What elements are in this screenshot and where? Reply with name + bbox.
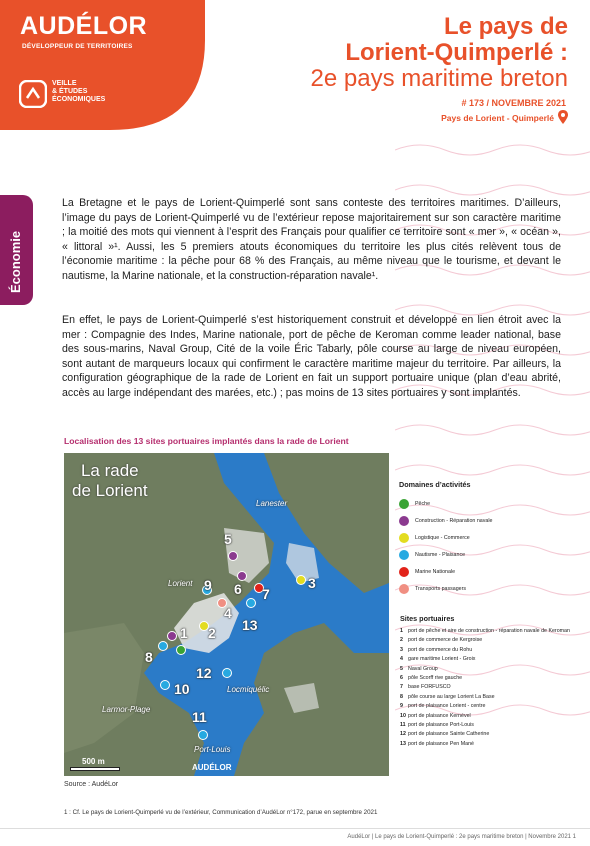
activity-legend (399, 480, 579, 597)
sites-legend (400, 614, 580, 750)
site-item: 1 port de pêche et aire de construction - réparation navale de Keroman (400, 628, 570, 634)
site-marker (246, 598, 256, 608)
footer-divider (0, 828, 590, 829)
title-line: 2e pays maritime breton (310, 65, 568, 92)
map-title-line: de Lorient (72, 481, 148, 500)
section-label (52, 80, 105, 104)
site-marker (176, 645, 186, 655)
figure-title: Localisation des 13 sites portuaires implantés dans la rade de Lorient (64, 436, 349, 446)
site-item: 9 port de plaisance Lorient - centre (400, 703, 486, 710)
site-marker (198, 730, 208, 740)
section-line: & ÉTUDES (52, 88, 88, 95)
issue-number: # 173 / NOVEMBRE 2021 (461, 98, 566, 108)
site-item: 3 port de commerce du Rohu (400, 646, 473, 653)
site-marker (158, 641, 168, 651)
site-marker (296, 575, 306, 585)
legend-title: Domaines d’activités (399, 480, 471, 489)
place-lanester: Lanester (256, 499, 288, 508)
legend-item: Marine Nationale (399, 563, 579, 580)
legend-item: Transports passagers (399, 580, 579, 597)
section-line: VEILLE (52, 80, 77, 87)
place-portlouis: Port-Louis (194, 745, 231, 754)
scale-bar (70, 767, 120, 771)
page-title (311, 14, 568, 92)
figure-source: Source : AudéLor (64, 781, 119, 788)
footnote: 1 : Cf. Le pays de Lorient-Quimperlé vu de l’extérieur, Communication d’AudéLor n°172, parue en septembre 2021 (64, 809, 378, 816)
site-item: 7 base FORFUSCO (400, 684, 451, 691)
sites-title: Sites portuaires (400, 614, 455, 623)
site-item: 11 port de plaisance Port-Louis (400, 722, 474, 729)
territory-label: Pays de Lorient - Quimperlé (441, 113, 554, 123)
site-item: 12 port de plaisance Sainte Catherine (400, 731, 490, 738)
site-marker (160, 680, 170, 690)
map-title-line: La rade (80, 461, 139, 480)
place-locmiquelic: Locmiquélic (227, 685, 270, 694)
section-tab (0, 195, 33, 305)
site-item: 6 pôle Scorff rive gauche (400, 675, 463, 682)
site-item: 2 port de commerce de Kergroise (400, 637, 483, 644)
section-line: ÉCONOMIQUES (52, 96, 106, 103)
legend-item: Pêche (399, 495, 579, 512)
place-lorient: Lorient (168, 579, 193, 588)
section-tab-label: Économie (8, 230, 23, 293)
title-line: Lorient-Quimperlé : (345, 39, 568, 66)
legend-item: Construction - Réparation navale (399, 512, 579, 529)
site-marker (167, 631, 177, 641)
veille-logo-icon (19, 80, 47, 108)
map-logo: AUDÉLOR (192, 763, 232, 772)
location-pin-icon (558, 110, 568, 124)
site-marker (237, 571, 247, 581)
site-item: 8 pôle course au large Lorient La Base (400, 693, 495, 700)
site-marker (228, 551, 238, 561)
site-marker (222, 668, 232, 678)
intro-paragraph: La Bretagne et le pays de Lorient-Quimperlé sont sans conteste des territoires maritimes. D’ailleurs, l’image du pays de Lorient-Quimperlé vu de l’extérieur repose majoritairement sur son caractère maritime ; la moitié des mots qui viennent à l’esprit des Français pour qualifier ce territoire sont « mer », « océan », « littoral »¹. Aussi, les 5 premiers atouts économiques du territoire les plus cités relèvent tous de l’économie maritime : la pêche pour 68 % des Français, au même niveau que le tourisme, et devant le nautisme, la Marine nationale, et la construction-réparation navale¹. (62, 197, 561, 282)
title-line: Le pays de (443, 13, 568, 40)
legend-item: Nautisme - Plaisance (399, 546, 579, 563)
place-larmor: Larmor-Plage (102, 705, 151, 714)
legend-item: Logistique - Commerce (399, 529, 579, 546)
site-item: 13 port de plaisance Pen Mané (400, 740, 474, 747)
page-footer: AudéLor | Le pays de Lorient-Quimperlé : 2e pays maritime breton | Novembre 2021 1 (347, 834, 576, 840)
map-title (72, 461, 148, 501)
brand-logo: AUDÉLOR (20, 12, 148, 40)
harbour-map: La rade de Lorient Lanester Lorient Locmiquélic Larmor-Plage Port-Louis 5 9 6 7 3 4 13 2 1 8 12 10 11 500 m AUDÉLOR (64, 453, 389, 776)
site-item: 4 gare maritime Lorient - Groix (400, 656, 476, 663)
history-paragraph: En effet, le pays de Lorient-Quimperlé s’est historiquement construit et développé en lien étroit avec la mer : Compagnie des Indes, Marine nationale, port de pêche de Keroman comme leader national, base des sous-marins, Naval Group, Cité de la voile Éric Tabarly, pôle course au large de niveau européen, sont autant de marqueurs locaux qui confirment le caractère maritime majeur du territoire. Par ailleurs, la configuration géographique de la rade de Lorient en fait un support portuaire unique (plan d’eau abrité, accès au large indépendant des marées, etc.) ; pas moins de 13 sites portuaires y sont implantés. (62, 314, 561, 399)
brand-tagline: DÉVELOPPEUR DE TERRITOIRES (22, 43, 133, 50)
scale-label: 500 m (82, 757, 105, 766)
site-item: 10 port de plaisance Kernével (400, 712, 471, 719)
site-item: 5 Naval Group (400, 665, 438, 672)
